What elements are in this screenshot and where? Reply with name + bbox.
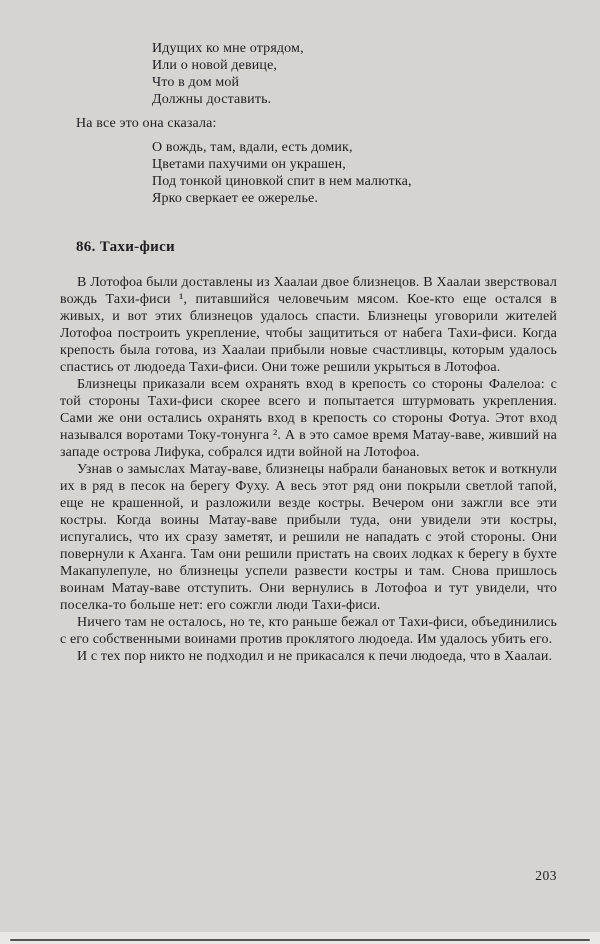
verse-block-1 (152, 40, 557, 108)
verse-block-2 (152, 139, 557, 207)
verse-line: Или о новой девице, (152, 58, 278, 73)
speech-intro-line: На все это она сказала: (76, 116, 217, 131)
verse-line: Должны доставить. (152, 92, 272, 107)
verse-line: Ярко сверкает ее ожерелье. (152, 191, 319, 206)
verse-line: Идущих ко мне отрядом, (152, 41, 304, 56)
story-paragraph: И с тех пор никто не подходил и не прикасался к печи людоеда, что в Хаалаи. (77, 649, 553, 664)
verse-line: Что в дом мой (152, 75, 240, 90)
story-paragraph: Ничего там не осталось, но те, кто раньше бежал от Тахи-фиси, объединились с его собственными воинами против проклятого людоеда. Им удалось убить его. (60, 615, 557, 647)
section-heading: 86. Тахи-фиси (76, 239, 175, 255)
verse-line: Цветами пахучими он украшен, (152, 157, 346, 172)
scan-bottom-edge (0, 932, 600, 944)
page-number: 203 (535, 868, 557, 883)
story-paragraph: Близнецы приказали всем охранять вход в крепость со стороны Фалелоа: с той стороны Тахи-фиси скорее всего и попытается штурмовать укрепления. Сами же они остались охранять вход в крепость со стороны Фотуа. Этот вход назывался воротами Току-тонунга ². А в это самое время Матау-ваве, живший на западе острова Лифука, собрался идти войной на Лотофоа. (60, 377, 557, 460)
text-block (60, 40, 557, 665)
scan-bottom-edge-line (10, 939, 590, 941)
verse-line: О вождь, там, вдали, есть домик, (152, 140, 353, 155)
story-paragraph: Узнав о замыслах Матау-ваве, близнецы набрали банановых веток и воткнули их в ряд в песок на берегу Фуху. А весь этот ряд они покрыли светлой тапой, еще не крашенной, и разложили везде костры. Вечером они зажгли все эти костры. Когда воины Матау-ваве прибыли туда, они увидели эти костры, испугались, что их сразу заметят, и решили не нападать с этой стороны. Они повернули к Аханга. Там они решили пристать на своих лодках к берегу в бухте Макапулепуле, но близнецы успели развести костры и там. Снова пришлось воинам Матау-ваве отступить. Они вернулись в Лотофоа и тут увидели, что поселка-то больше нет: его сожгли люди Тахи-фиси. (60, 462, 557, 613)
story-paragraph: В Лотофоа были доставлены из Хаалаи двое близнецов. В Хаалаи зверствовал вождь Тахи-фиси ¹, питавшийся человечьим мясом. Кое-кто еще остался в живых, и вот этих близнецов удалось спасти. Близнецы уговорили жителей Лотофоа построить укрепление, чтобы защититься от набега Тахи-фиси. Когда крепость была готова, из Хаалаи прибыли новые счастливцы, которым удалось спастись от людоеда Тахи-фиси. Они тоже решили укрыться в Лотофоа. (60, 275, 557, 375)
verse-line: Под тонкой циновкой спит в нем малютка, (152, 174, 412, 189)
